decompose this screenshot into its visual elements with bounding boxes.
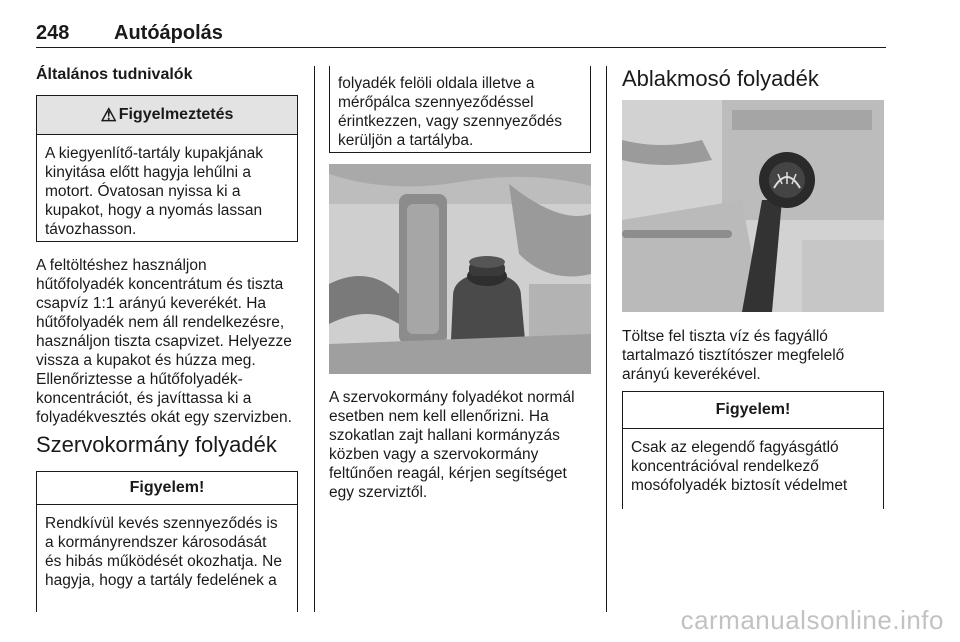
text-line: egy szerviztől. xyxy=(329,484,428,501)
notice-line: mérőpálca szennyeződéssel xyxy=(338,94,534,111)
notice-line: és hibás működését okozhatja. Ne xyxy=(45,553,282,570)
warning-triangle-icon: ⚠ xyxy=(100,104,117,125)
notice-box-header xyxy=(37,472,297,505)
notice-line: érintkezzen, vagy szennyeződés xyxy=(338,113,563,130)
text-line: közben vagy a szervokormány xyxy=(329,446,539,463)
text-line: A feltöltéshez használjon xyxy=(36,257,207,274)
notice-box-washer xyxy=(622,391,884,509)
notice-line: kerüljön a tartályba. xyxy=(338,132,474,149)
notice-box-body xyxy=(623,429,883,495)
washer-fluid-heading: Ablakmosó folyadék xyxy=(622,66,819,91)
notice-line: a kormányrendszer károsodását xyxy=(45,534,267,551)
notice-box-continued xyxy=(329,66,591,153)
text-line: vissza a kupakot és húzza meg. xyxy=(36,352,256,369)
text-line: hűtőfolyadék koncentrátum és tiszta xyxy=(36,276,284,293)
text-line: esetben nem kell ellenőrizni. Ha xyxy=(329,408,549,425)
warning-box-title: Figyelmeztetés xyxy=(118,106,234,123)
warning-line: kinyitása előtt hagyja lehűlni a xyxy=(45,164,251,181)
power-steering-paragraph xyxy=(329,388,599,502)
washer-fluid-reservoir-photo xyxy=(622,100,884,312)
page-number: 248 xyxy=(36,22,70,44)
notice-box-header xyxy=(623,392,883,429)
engine-bay-illustration xyxy=(329,164,591,374)
watermark: carmanualsonline.info xyxy=(680,605,944,635)
text-line: hűtőfolyadék nem áll rendelkezésre, xyxy=(36,314,285,331)
power-steering-heading: Szervokormány folyadék xyxy=(36,432,277,457)
text-line: csapvíz 1:1 arányú keverékét. Ha xyxy=(36,295,267,312)
notice-box-steering xyxy=(36,471,298,612)
warning-line: A kiegyenlítő-tartály kupakjának xyxy=(45,145,263,162)
notice-line: Csak az elegendő fagyásgátló xyxy=(631,439,839,456)
notice-line: koncentrációval rendelkező xyxy=(631,458,819,475)
text-line: arányú keverékével. xyxy=(622,366,761,383)
notice-box-title: Figyelem! xyxy=(129,479,205,496)
washer-fluid-paragraph xyxy=(622,327,892,384)
general-info-heading: Általános tudnivalók xyxy=(36,66,193,83)
notice-line: Rendkívül kevés szennyeződés is xyxy=(45,515,278,532)
warning-box-header xyxy=(37,96,297,135)
text-line: koncentrációt, és javíttassa ki a xyxy=(36,390,252,407)
column-divider-2 xyxy=(606,66,607,612)
notice-line: folyadék felöli oldala illetve a xyxy=(338,75,535,92)
notice-continued-body xyxy=(330,66,590,150)
notice-line: hagyja, hogy a tartály fedelének a xyxy=(45,572,277,589)
warning-line: távozhasson. xyxy=(45,221,137,238)
warning-box xyxy=(36,95,298,242)
text-line: Töltse fel tiszta víz és fagyálló xyxy=(622,328,828,345)
warning-box-body xyxy=(37,135,297,239)
text-line: folyadékvesztés okát egy szervizben. xyxy=(36,409,292,426)
warning-line: kupakot, hogy a nyomás lassan xyxy=(45,202,263,219)
text-line: feltűnően reagál, kérjen segítséget xyxy=(329,465,567,482)
text-line: Ellenőriztesse a hűtőfolyadék- xyxy=(36,371,243,388)
warning-line: motort. Óvatosan nyissa ki a xyxy=(45,183,241,200)
text-line: A szervokormány folyadékot normál xyxy=(329,389,575,406)
header-rule xyxy=(36,47,886,48)
section-title: Autóápolás xyxy=(114,22,223,44)
column-divider-1 xyxy=(314,66,315,612)
coolant-paragraph xyxy=(36,256,306,427)
power-steering-reservoir-photo xyxy=(329,164,591,374)
notice-box-title: Figyelem! xyxy=(715,401,791,418)
washer-reservoir-illustration xyxy=(622,100,884,312)
notice-line: mosófolyadék biztosít védelmet xyxy=(631,477,848,494)
text-line: tartalmazó tisztítószer megfelelő xyxy=(622,347,845,364)
text-line: szokatlan zajt hallani kormányzás xyxy=(329,427,560,444)
notice-box-body xyxy=(37,505,297,590)
text-line: használjon tiszta csapvizet. Helyezze xyxy=(36,333,292,350)
